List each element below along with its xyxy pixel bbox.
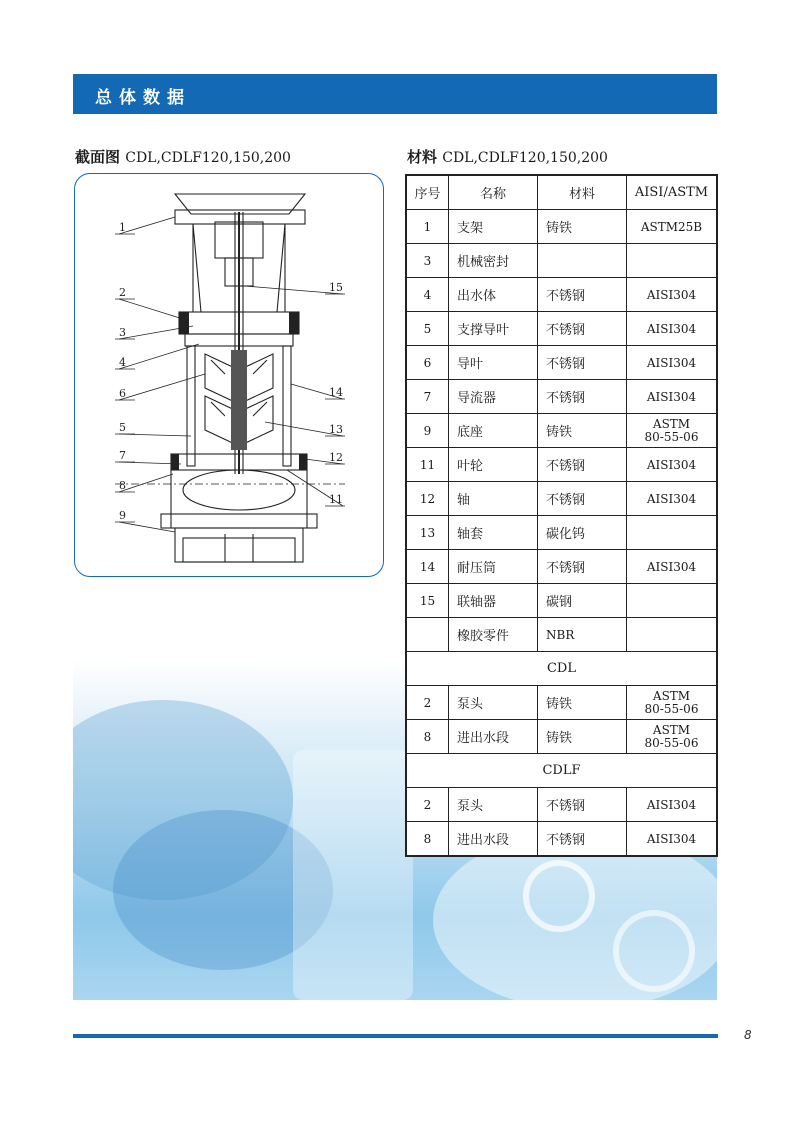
cell-material: 不锈钢 bbox=[538, 312, 627, 346]
cell-aisi: AISI304 bbox=[627, 788, 717, 822]
cell-name: 进出水段 bbox=[449, 822, 538, 856]
header-aisi: AISI/ASTM bbox=[627, 176, 717, 210]
cell-material: 不锈钢 bbox=[538, 550, 627, 584]
cell-name: 轴 bbox=[449, 482, 538, 516]
table-row bbox=[407, 210, 717, 244]
cell-no: 3 bbox=[407, 244, 449, 278]
cell-no: 2 bbox=[407, 686, 449, 720]
cell-aisi-line1: ASTM bbox=[652, 688, 691, 703]
cell-aisi: ASTM25B bbox=[627, 210, 717, 244]
cell-no bbox=[407, 618, 449, 652]
callout-label: 11 bbox=[329, 493, 343, 506]
cell-material: 不锈钢 bbox=[538, 346, 627, 380]
group-row-cdl bbox=[407, 652, 717, 686]
section-title-models: CDL,CDLF120,150,200 bbox=[442, 150, 608, 166]
table-row bbox=[407, 788, 717, 822]
group-row-cdlf bbox=[407, 754, 717, 788]
header-no: 序号 bbox=[407, 176, 449, 210]
cell-aisi-line1: ASTM bbox=[652, 416, 691, 431]
cell-material: 铸铁 bbox=[538, 210, 627, 244]
table-row bbox=[407, 516, 717, 550]
cell-material: 碳化钨 bbox=[538, 516, 627, 550]
table-header-row bbox=[407, 176, 717, 210]
materials-table bbox=[406, 175, 717, 856]
cell-aisi: AISI304 bbox=[627, 346, 717, 380]
cell-aisi: AISI304 bbox=[627, 312, 717, 346]
cell-no: 11 bbox=[407, 448, 449, 482]
cell-material: 碳钢 bbox=[538, 584, 627, 618]
cell-name: 耐压筒 bbox=[449, 550, 538, 584]
cell-aisi: AISI304 bbox=[627, 448, 717, 482]
cell-material: 铸铁 bbox=[538, 686, 627, 720]
page-number: 8 bbox=[744, 1028, 752, 1042]
cell-material: 铸铁 bbox=[538, 414, 627, 448]
cell-aisi-line2: 80-55-06 bbox=[644, 735, 699, 750]
cell-material: 铸铁 bbox=[538, 720, 627, 754]
cell-aisi bbox=[627, 686, 717, 720]
callout-label: 2 bbox=[119, 286, 126, 299]
cell-material: 不锈钢 bbox=[538, 380, 627, 414]
table-row bbox=[407, 584, 717, 618]
table-row bbox=[407, 720, 717, 754]
cell-name: 机械密封 bbox=[449, 244, 538, 278]
table-row bbox=[407, 380, 717, 414]
cell-name: 橡胶零件 bbox=[449, 618, 538, 652]
cell-name: 泵头 bbox=[449, 788, 538, 822]
header-material: 材料 bbox=[538, 176, 627, 210]
cell-aisi: AISI304 bbox=[627, 822, 717, 856]
cell-aisi bbox=[627, 414, 717, 448]
cell-material: 不锈钢 bbox=[538, 822, 627, 856]
table-row bbox=[407, 482, 717, 516]
cell-no: 13 bbox=[407, 516, 449, 550]
table-row bbox=[407, 312, 717, 346]
section-title-sectional bbox=[75, 146, 291, 167]
footer-rule bbox=[73, 1034, 718, 1038]
cell-no: 8 bbox=[407, 822, 449, 856]
table-row bbox=[407, 618, 717, 652]
table-row bbox=[407, 550, 717, 584]
section-title-bold: 材料 bbox=[407, 148, 438, 166]
section-title-materials bbox=[407, 146, 608, 167]
cell-no: 8 bbox=[407, 720, 449, 754]
cell-aisi: AISI304 bbox=[627, 482, 717, 516]
cell-name: 泵头 bbox=[449, 686, 538, 720]
cell-name: 出水体 bbox=[449, 278, 538, 312]
cell-no: 9 bbox=[407, 414, 449, 448]
cell-material: 不锈钢 bbox=[538, 448, 627, 482]
cell-aisi-line1: ASTM bbox=[652, 722, 691, 737]
cell-no: 5 bbox=[407, 312, 449, 346]
callout-label: 3 bbox=[119, 326, 126, 339]
cell-material: 不锈钢 bbox=[538, 482, 627, 516]
cell-name: 轴套 bbox=[449, 516, 538, 550]
cell-material: NBR bbox=[538, 618, 627, 652]
cell-material: 不锈钢 bbox=[538, 788, 627, 822]
table-row bbox=[407, 278, 717, 312]
callout-label: 7 bbox=[119, 449, 126, 462]
cell-name: 支架 bbox=[449, 210, 538, 244]
cell-name: 叶轮 bbox=[449, 448, 538, 482]
header-name: 名称 bbox=[449, 176, 538, 210]
cell-name: 导叶 bbox=[449, 346, 538, 380]
cell-aisi: AISI304 bbox=[627, 380, 717, 414]
cell-aisi-line2: 80-55-06 bbox=[644, 701, 699, 716]
page-title: 总体数据 bbox=[95, 88, 191, 108]
callout-label: 1 bbox=[119, 221, 126, 234]
cell-no: 6 bbox=[407, 346, 449, 380]
callout-label: 15 bbox=[329, 281, 343, 294]
callout-label: 12 bbox=[329, 451, 343, 464]
cell-aisi: AISI304 bbox=[627, 278, 717, 312]
group-label: CDLF bbox=[407, 754, 717, 788]
cell-aisi: AISI304 bbox=[627, 550, 717, 584]
callout-label: 6 bbox=[119, 387, 126, 400]
cell-no: 7 bbox=[407, 380, 449, 414]
callout-label: 8 bbox=[119, 479, 126, 492]
cell-material: 不锈钢 bbox=[538, 278, 627, 312]
cell-name: 进出水段 bbox=[449, 720, 538, 754]
callout-label: 13 bbox=[329, 423, 343, 436]
cell-aisi bbox=[627, 618, 717, 652]
cell-aisi bbox=[627, 516, 717, 550]
cell-no: 1 bbox=[407, 210, 449, 244]
section-title-bold: 截面图 bbox=[75, 148, 121, 166]
cell-aisi bbox=[627, 584, 717, 618]
callout-label: 9 bbox=[119, 509, 126, 522]
table-row bbox=[407, 414, 717, 448]
cell-no: 2 bbox=[407, 788, 449, 822]
group-label: CDL bbox=[407, 652, 717, 686]
cell-no: 14 bbox=[407, 550, 449, 584]
pump-sectional-drawing bbox=[75, 174, 385, 578]
callout-label: 4 bbox=[119, 356, 126, 369]
table-row bbox=[407, 244, 717, 278]
cell-name: 导流器 bbox=[449, 380, 538, 414]
cell-aisi-line2: 80-55-06 bbox=[644, 429, 699, 444]
cell-no: 12 bbox=[407, 482, 449, 516]
cell-name: 底座 bbox=[449, 414, 538, 448]
callout-label: 14 bbox=[329, 386, 343, 399]
cell-material bbox=[538, 244, 627, 278]
table-row bbox=[407, 448, 717, 482]
table-row bbox=[407, 686, 717, 720]
cell-no: 4 bbox=[407, 278, 449, 312]
sectional-diagram-frame bbox=[74, 173, 384, 577]
table-row bbox=[407, 346, 717, 380]
table-row bbox=[407, 822, 717, 856]
section-title-models: CDL,CDLF120,150,200 bbox=[125, 150, 291, 166]
cell-name: 支撑导叶 bbox=[449, 312, 538, 346]
header-bar bbox=[73, 74, 717, 114]
cell-no: 15 bbox=[407, 584, 449, 618]
callout-label: 5 bbox=[119, 421, 126, 434]
cell-aisi bbox=[627, 244, 717, 278]
cell-name: 联轴器 bbox=[449, 584, 538, 618]
cell-aisi bbox=[627, 720, 717, 754]
